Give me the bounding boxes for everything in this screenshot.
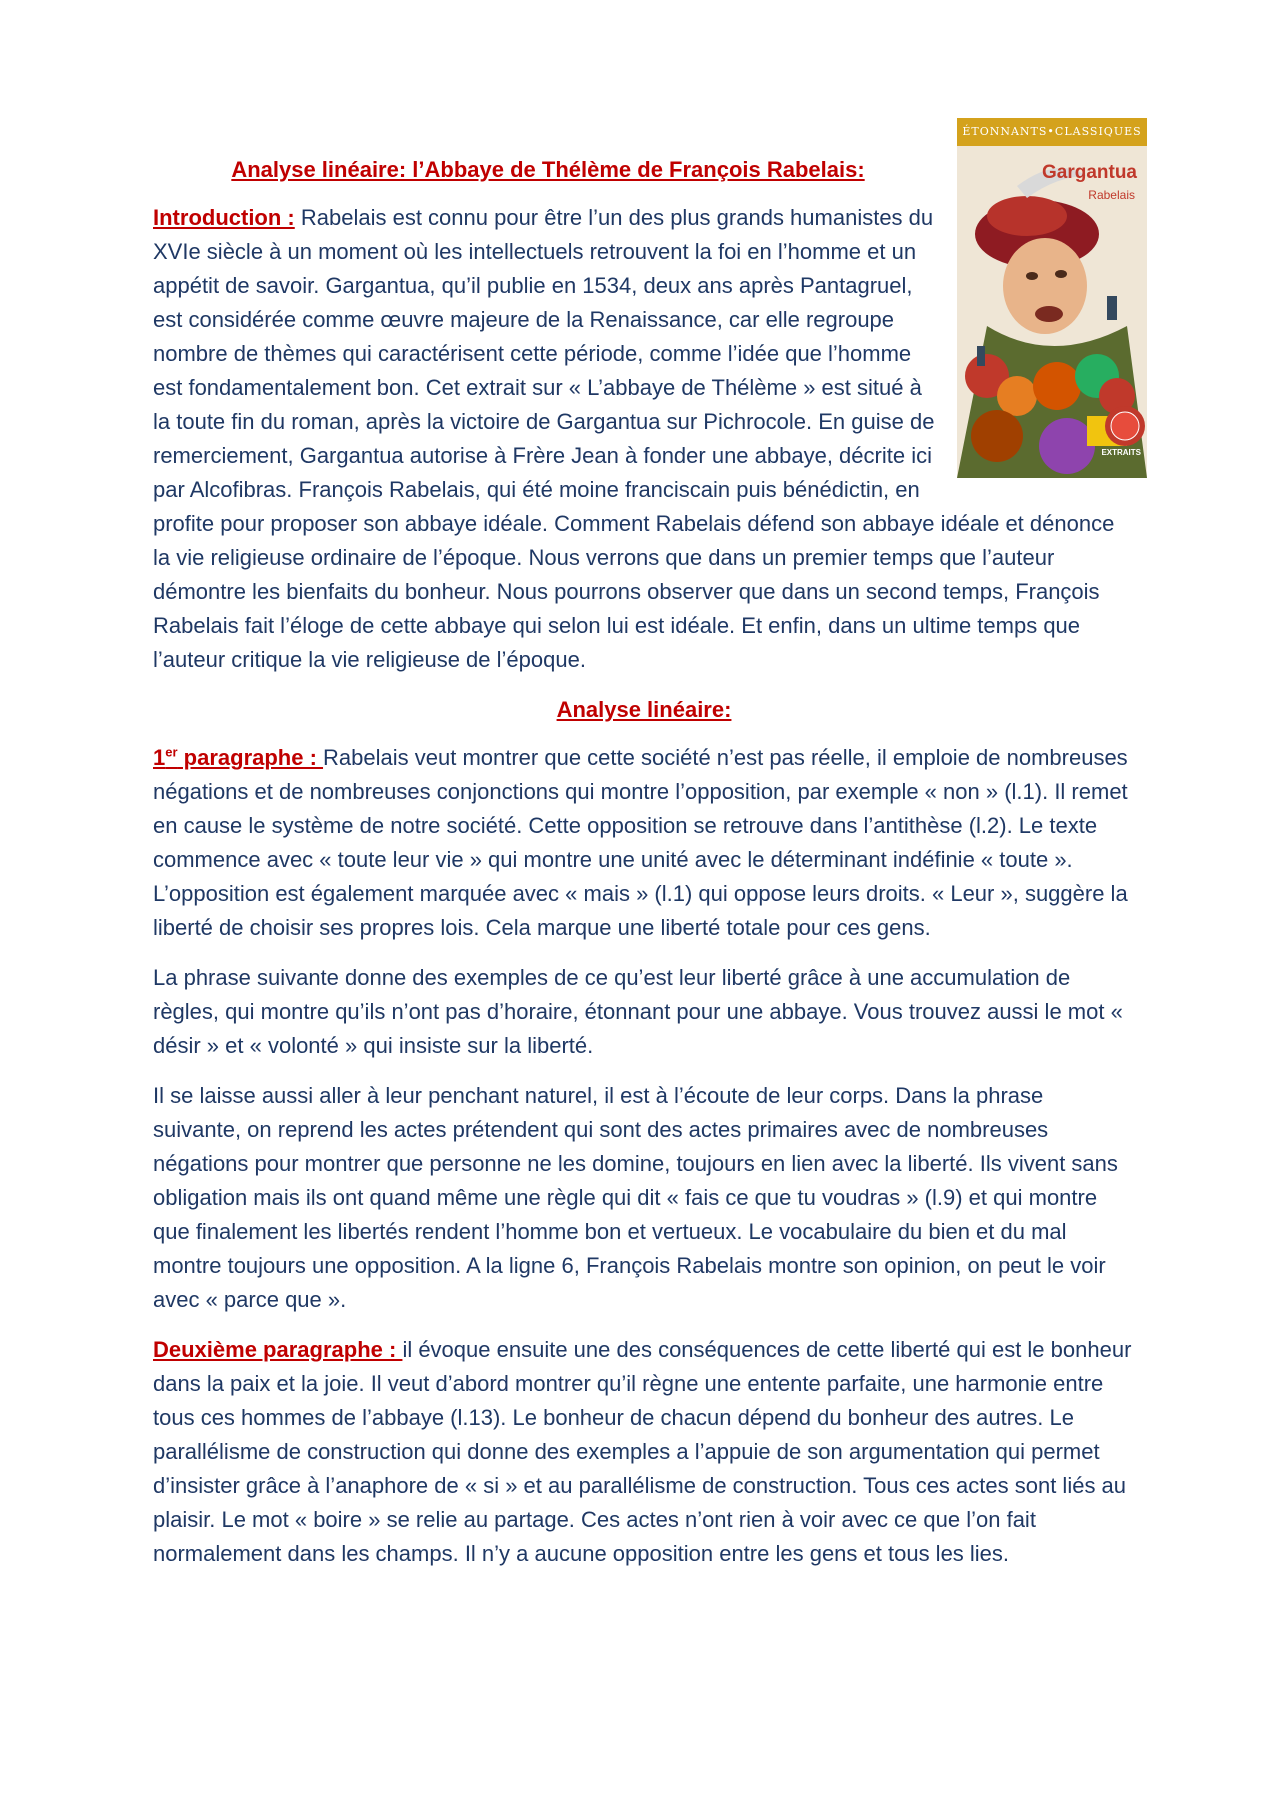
introduction-text: Rabelais est connu pour être l’un des plus grands humanistes du XVIe siècle à un moment où les intellectuels retrouvent la foi en l’homme et un appétit de savoir. Gargantua, qu’il publie en 1534, deux ans après Pantagruel, est considérée comme œuvre majeure de la Renaissance, car elle regroupe nombre de thèmes qui caractérisent cette période, comme l’idée que l’homme est fondamentalement bon. Cet extrait sur « L’abbaye de Thélème » est situé à la toute fin du roman, après la victoire de Gargantua sur Pichrocole. En guise de remerciement, Gargantua autorise à Frère Jean à fonder une abbaye, décrite ici par Alcofibras. François Rabelais, qui été moine franciscain puis bénédictin, en profite pour proposer son abbaye idéale. Comment Rabelais défend son abbaye idéale et dénonce la vie religieuse ordinaire de l’époque. Nous verrons que dans un premier temps que l’auteur démontre les bienfaits du bonheur. Nous pourrons observer que dans un second temps, François Rabelais fait l’éloge de cette abbaye qui selon lui est idéale. Et enfin, dans un ultime temps que l’auteur critique la vie religieuse de l’époque. [153, 205, 1115, 672]
paragraph-4-label: Deuxième paragraphe : [153, 1337, 403, 1362]
paragraph-3: Il se laisse aussi aller à leur penchant naturel, il est à l’écoute de leur corps. Dans la phrase suivante, on reprend les actes prétendent qui sont des actes primaires avec de nombreuses négations pour montrer que personne ne les domine, toujours en lien avec la liberté. Ils vivent sans obligation mais ils ont quand même une règle qui dit « fais ce que tu voudras » (l.9) et qui montre que finalement les libertés rendent l’homme bon et vertueux. Le vocabulaire du bien et du mal montre toujours une opposition. A la ligne 6, François Rabelais montre son opinion, on peut le voir avec « parce que ». [153, 1083, 1118, 1312]
cover-banner: ÉTONNANTS•CLASSIQUES [957, 118, 1147, 146]
paragraph-1-label-rest: paragraphe : [177, 745, 324, 770]
introduction-label: Introduction : [153, 205, 295, 230]
paragraph-4-text: il évoque ensuite une des conséquences de cette liberté qui est le bonheur dans la paix et la joie. Il veut d’abord montrer qu’il règne une entente parfaite, une harmonie entre tous ces hommes de l’abbaye (l.13). Le bonheur de chacun dépend du bonheur des autres. Le parallélisme de construction qui donne des exemples a l’appuie de son argumentation qui permet d’insister grâce à l’anaphore de « si » et au parallélisme de construction. Tous ces actes sont liés au plaisir. Le mot « boire » se relie au partage. Ces actes n’ont rien à voir avec ce que l’on fait normalement dans les champs. Il n’y a aucune opposition entre les gens et tous les lies. [153, 1337, 1132, 1566]
paragraph-1-label [153, 745, 323, 770]
book-cover-image [957, 118, 1147, 478]
paragraph-2: La phrase suivante donne des exemples de ce qu’est leur liberté grâce à une accumulation de règles, qui montre qu’ils n’ont pas d’horaire, étonnant pour une abbaye. Vous trouvez aussi le mot « désir » et « volonté » qui insiste sur la liberté. [153, 965, 1123, 1058]
cover-title: Gargantua [1041, 162, 1137, 183]
paragraph-4 [153, 1333, 1135, 1571]
section-heading: Analyse linéaire: [556, 697, 732, 722]
paragraph-1-label-number: 1 [153, 745, 166, 770]
page-title: Analyse linéaire: l’Abbaye de Thélème de François Rabelais: [231, 157, 865, 182]
cover-extraits-label: EXTRAITS [1101, 448, 1141, 457]
document-body [153, 125, 1142, 1587]
cover-author: Rabelais [1088, 188, 1135, 202]
paragraph-1-label-sup: er [165, 744, 178, 760]
paragraph-1 [153, 741, 1135, 945]
paragraph-1-text: Rabelais veut montrer que cette société n’est pas réelle, il emploie de nombreuses négations et de nombreuses conjonctions qui montre l’opposition, par exemple « non » (l.1). Il remet en cause le système de notre société. Cette opposition se retrouve dans l’antithèse (l.2). Le texte commence avec « toute leur vie » qui montre une unité avec le déterminant indéfinie « toute ». L’opposition est également marquée avec « mais » (l.1) qui oppose leurs droits. « Leur », suggère la liberté de choisir ses propres lois. Cela marque une liberté totale pour ces gens. [153, 745, 1128, 940]
